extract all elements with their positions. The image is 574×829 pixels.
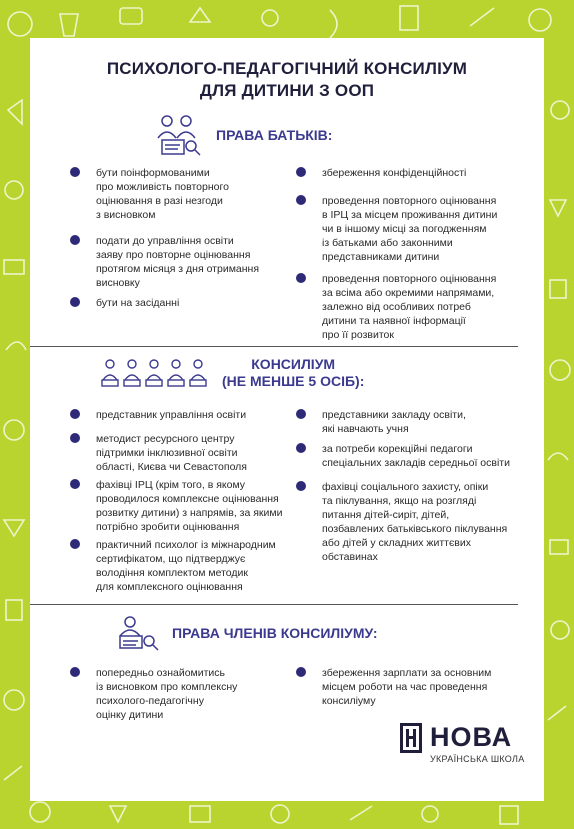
title-line-1: ПСИХОЛОГО-ПЕДАГОГІЧНИЙ КОНСИЛІУМ bbox=[106, 59, 468, 78]
bullet bbox=[70, 409, 80, 419]
page-title bbox=[30, 58, 544, 102]
bullet bbox=[296, 195, 306, 205]
list-item: методист ресурсного центру підтримки інклюзивної освіти області, Києва чи Севастополя bbox=[70, 432, 247, 474]
nova-logo bbox=[400, 722, 512, 753]
logo-mark-icon bbox=[400, 723, 422, 753]
list-item: проведення повторного оцінювання за всіма або окремими напрямами, залежно від особливих потреб дитини та наявної інформації про її розвиток bbox=[296, 272, 496, 342]
bullet bbox=[296, 667, 306, 677]
bullet bbox=[296, 409, 306, 419]
logo-name: НОВА bbox=[430, 722, 513, 752]
list-item: представники закладу освіти, які навчають учня bbox=[296, 408, 466, 436]
member-document-icon bbox=[116, 614, 160, 652]
list-item: подати до управління освіти заяву про повторне оцінювання протягом місяця з дня отримання висновку bbox=[70, 234, 259, 290]
parents-document-icon bbox=[156, 112, 202, 158]
bullet bbox=[296, 273, 306, 283]
bullet bbox=[296, 167, 306, 177]
title-line-2: ДЛЯ ДИТИНИ З ООП bbox=[199, 81, 375, 100]
list-item: проведення повторного оцінювання в ІРЦ за місцем проживання дитини чи в іншому місці за погодженням із батьками або законними представниками дитини bbox=[296, 194, 497, 264]
bullet bbox=[296, 443, 306, 453]
section-council-header bbox=[100, 356, 364, 390]
section-divider bbox=[30, 346, 518, 347]
list-item: бути поінформованими про можливість повторного оцінювання в разі незгоди з висновком bbox=[70, 166, 229, 222]
bullet bbox=[70, 667, 80, 677]
bullet bbox=[70, 479, 80, 489]
section-council-title bbox=[222, 356, 364, 390]
list-item: збереження конфіденційності bbox=[296, 166, 466, 180]
logo-subtitle: УКРАЇНСЬКА ШКОЛА bbox=[430, 754, 525, 764]
bullet bbox=[70, 235, 80, 245]
list-item: фахівці соціального захисту, опіки та піклування, якщо на розгляді питання дітей-сиріт, дітей, позбавлених батьківського піклування або дітей у складних життєвих обставинах bbox=[296, 480, 507, 564]
list-item: попередньо ознайомитись із висновком про комплексну психолого-педагогічну оцінку дитини bbox=[70, 666, 237, 722]
info-card bbox=[30, 38, 544, 801]
list-item: бути на засіданні bbox=[70, 296, 179, 310]
bullet bbox=[70, 167, 80, 177]
section-members-title: ПРАВА ЧЛЕНІВ КОНСИЛІУМУ: bbox=[172, 624, 378, 641]
list-item: практичний психолог із міжнародним сертифікатом, що підтверджує володіння комплектом методик для комплексного оцінювання bbox=[70, 538, 276, 594]
list-item: представник управління освіти bbox=[70, 408, 246, 422]
list-item: фахівці ІРЦ (крім того, в якому проводилося комплексне оцінювання розвитку дитини) з напрямів, за якими потрібно зробити оцінювання bbox=[70, 478, 282, 534]
group-people-icon bbox=[100, 356, 210, 390]
section-divider bbox=[30, 604, 518, 605]
section-members-header bbox=[116, 614, 378, 652]
list-item: за потреби корекційні педагоги спеціальних закладів середньої освіти bbox=[296, 442, 510, 470]
bullet bbox=[70, 297, 80, 307]
bullet bbox=[296, 481, 306, 491]
section-council-title-line-1: КОНСИЛІУМ bbox=[251, 356, 336, 372]
section-parents-title: ПРАВА БАТЬКІВ: bbox=[216, 126, 333, 143]
bullet bbox=[70, 433, 80, 443]
section-parents-header bbox=[156, 112, 332, 158]
list-item: збереження зарплати за основним місцем роботи на час проведення консиліуму bbox=[296, 666, 491, 708]
bullet bbox=[70, 539, 80, 549]
section-council-title-line-2: (НЕ МЕНШЕ 5 ОСІБ): bbox=[222, 373, 365, 389]
